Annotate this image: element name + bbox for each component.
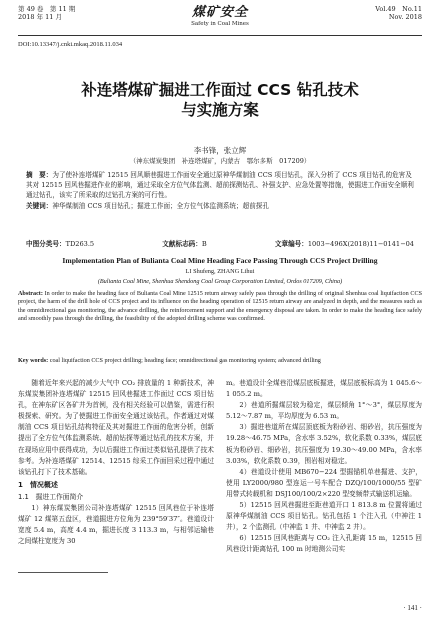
intro-paragraph: 随着近年来兴起的减少大气中 CO₂ 排放量的 1 种新技术，神东煤炭集团补连塔煤矿 12515 回风巷掘进工作面过 CCS 项目钻孔，在神东矿区各矿井为首例，没有相关经验可以借鉴，需进行积极探索、研究。为了使掘进工作面安全通过该钻孔，作者通过对煤制油 CCS 项目钻孔结构特征及其对掘进工作面的危害分析，创新提出了全方位气体监测系统、超前钻探等通过钻孔的技术方案，并在现场应用中获得成功，为以后掘进工作面过类似钻孔提供了技术参考。为补连塔煤矿 12514、12515 综采工作面回采过程中通过该钻孔打下了技术基础。 — [18, 379, 214, 476]
english-keywords-text: coal liquifaction CCS project drilling; heading face; omnidirectional gas monitoring system; advanced drilling — [49, 358, 321, 364]
item-3-paragraph: 3）掘进巷道所在煤层顶底板为粉砂岩、细砂岩，抗压强度为 19.28～46.75 MPa，含水率 3.52%，软化系数 0.33%，煤层底板为粉砂岩、细砂岩，抗压强度为 19.30～49.00 MPa，含水率 3.03%，软化系数 0.39，围岩相对稳定。 — [226, 423, 422, 465]
header-rule — [18, 35, 422, 36]
classification-row — [26, 238, 414, 248]
item-6-paragraph: 6）12515 回风巷距离与 CO₂ 注入孔距离 15 m，12515 回风巷设计距离钻孔 100 m 时地测公司实 — [226, 534, 422, 554]
document-code-value: B — [201, 240, 207, 248]
footnote-rule — [18, 572, 108, 573]
affiliation: （神东煤炭集团 补连塔煤矿，内蒙古 鄂尔多斯 017209） — [129, 157, 311, 165]
body-column-right — [226, 378, 422, 556]
clc-label: 中图分类号： — [26, 240, 66, 248]
abstract-cn-paragraph — [26, 170, 414, 201]
volume-en: Vol.49 No.11 — [375, 5, 422, 13]
article-number-label: 文章编号： — [274, 240, 308, 248]
date-cn: 2018 年 11 月 — [18, 13, 63, 21]
english-title: Implementation Plan of Bulianta Coal Mine Heading Face Passing Through CCS Project Drilling — [62, 256, 378, 265]
page-number: · 141 · — [403, 604, 422, 612]
paper-title — [20, 80, 420, 120]
section-heading-1: 1 情况概述 — [18, 480, 58, 489]
article-number — [275, 238, 414, 248]
running-header — [18, 5, 422, 35]
abstract-cn-text: 为了使补连塔煤矿 12515 回风顺巷掘进工作面安全通过原神华煤制油 CCS 项目钻孔，深入分析了 CCS 项目钻孔的危害及其对 12515 回风巷掘进作业的影响，通过采取全方位气体监测、超前探测钻孔、补强支护、应急处置等措施，使掘进工作面安全顺利通过钻孔，该实了所采取的过钻孔方案的可行性。 — [26, 171, 414, 200]
subsection-heading-1-1: 1.1 掘进工作面简介 — [18, 492, 84, 501]
english-authors: LI Shufeng, ZHANG Lihui — [185, 268, 255, 275]
english-affiliation: (Bulianta Coal Mine, Shenhua Shendong Coal Group Corporation Limited, Ordos 017209, China) — [97, 278, 343, 285]
journal-name-cn: 煤矿安全 — [191, 5, 248, 20]
keywords-cn-label: 关键词： — [26, 201, 53, 210]
header-journal — [18, 5, 422, 28]
english-abstract-text: In order to make the heading face of Bulianta Coal Mine 12515 return airway safely pass through the drilling of original Shenhua coal liquifaction CCS project, the harm of the drill hole of CCS project and its influence on the heading operation of 12515 return airway are analyzed in depth, and the measures such as the omnidirectional gas monitoring, the advance drilling, the reinforcement support and the emergency disposal are taken. In order to make the heading face safely and smoothly pass through the drilling, the feasibility of the adopted drilling scheme was confirmed. — [18, 291, 422, 323]
clc-value: TD263.5 — [65, 240, 95, 248]
keywords-cn-text: 神华煤制油 CCS 项目钻孔；掘进工作面；全方位气体监测系统；超前探孔 — [52, 201, 269, 210]
keywords-cn — [26, 201, 414, 211]
document-code — [162, 238, 206, 248]
journal-name-en: Safety in Coal Mines — [191, 21, 249, 27]
volume-cn: 第 49 卷 第 11 期 — [18, 5, 76, 13]
english-abstract-label: Abstract: — [18, 291, 43, 297]
continuation-paragraph: m。巷道设计全煤巷沿煤层底板掘进，煤层底板标高为 1 045.6～1 055.2 m。 — [226, 379, 422, 399]
title-line-1: 补连塔煤矿掘进工作面过 CCS 钻孔技术 — [81, 81, 359, 99]
english-abstract — [18, 290, 422, 324]
article-number-value: 1003−496X(2018)11−0141−04 — [307, 240, 414, 248]
item-2-paragraph: 2）巷道所掘煤层较为稳定，煤层倾角 1°～3°，煤层厚度为 5.12～7.87 m，平均厚度为 6.53 m。 — [226, 401, 422, 421]
item-4-paragraph: 4）巷道设计使用 MB670−224 型掘锚机单巷掘进、支护，使用 LY2000/980 型连运一号车配合 DZQ/100/1000/55 型矿用带式转载机和 DSJ100/100/2×220 型变频带式输送机运输。 — [226, 467, 422, 498]
section-1-1-paragraph: 1）神东煤炭集团公司补连塔煤矿 12515 回风巷位于补连塔煤矿 12 煤第五盘区，巷道掘进方位角为 239°59′37″。巷道设计宽度 5.4 m，高度 4.4 m，掘进长度 3 113.3 m，与相邻运输巷之间煤柱宽度为 30 — [18, 504, 214, 546]
date-en: Nov. 2018 — [388, 13, 422, 21]
item-5-paragraph: 5）12515 回风巷掘进至距巷道开口 1 813.8 m 位置将通过原神华煤制油 CCS 项目钻孔。钻孔包括 1 个注入孔（中神注 1 井），2 个监测孔（中神监 1 井、中神监 2 井）。 — [226, 501, 422, 532]
english-keywords-label: Key words: — [18, 358, 49, 364]
document-code-label: 文献标志码： — [162, 240, 202, 248]
body-column-left — [18, 378, 214, 547]
abstract-cn — [26, 170, 414, 211]
doi: DOI:10.13347/j.cnki.mkaq.2018.11.034 — [18, 41, 123, 48]
clc-number — [26, 238, 94, 248]
header-right — [375, 5, 422, 21]
authors: 李书锋，张立辉 — [193, 146, 247, 155]
english-keywords — [18, 357, 422, 365]
abstract-cn-label: 摘 要： — [26, 171, 53, 179]
title-line-2: 与实施方案 — [181, 101, 259, 119]
